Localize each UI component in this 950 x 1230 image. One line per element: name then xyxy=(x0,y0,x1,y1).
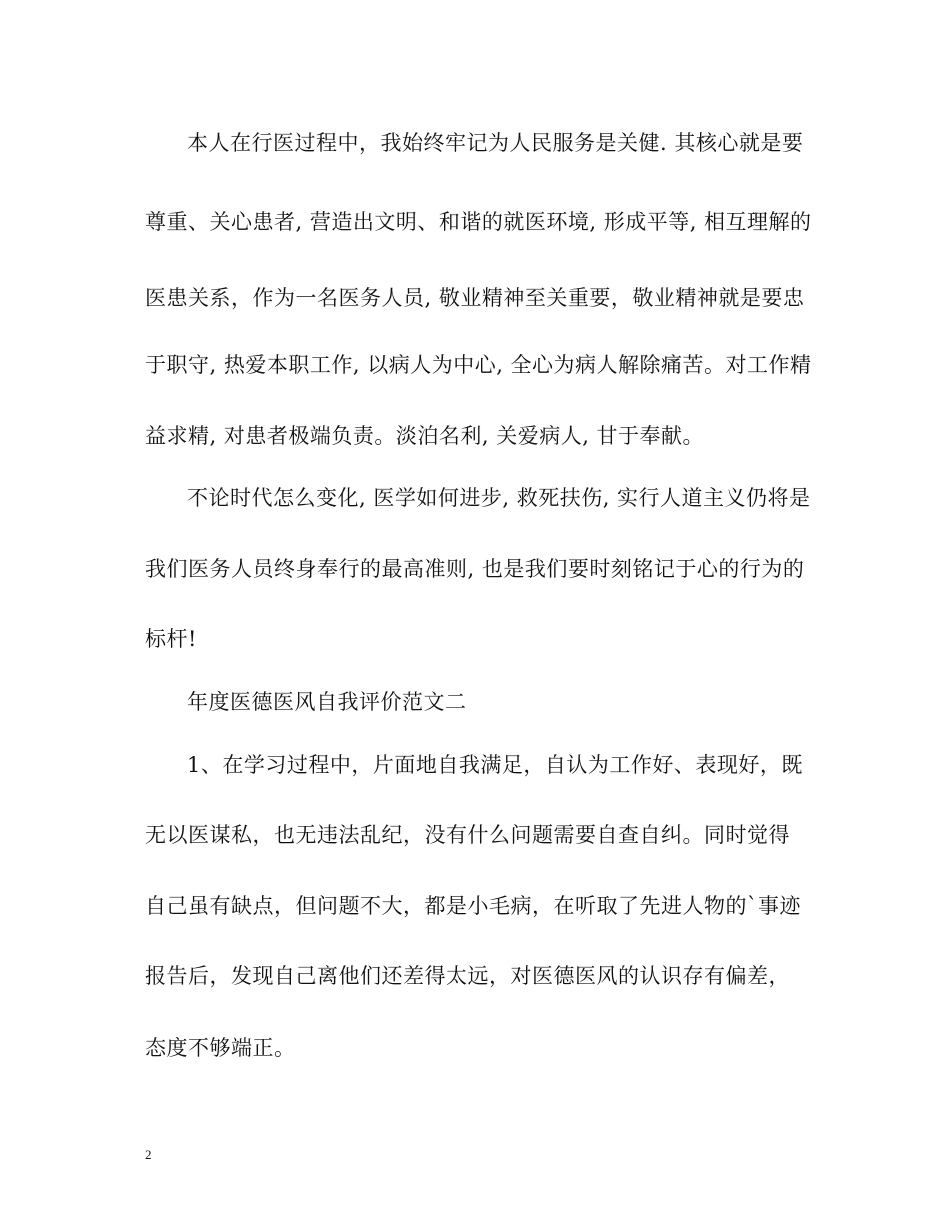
paragraph-line: 我们医务人员终身奉行的最高准则, 也是我们要时刻铭记于心的行为的 xyxy=(145,557,805,581)
paragraph-line: 医患关系，作为一名医务人员, 敬业精神至关重要，敬业精神就是要忠 xyxy=(145,286,805,310)
paragraph-line: 不论时代怎么变化, 医学如何进步, 救死扶伤, 实行人道主义仍将是 xyxy=(187,486,811,510)
paragraph-line: 无以医谋私，也无违法乱纪，没有什么问题需要自查自纠。同时觉得 xyxy=(145,823,790,847)
page-number: 2 xyxy=(145,1147,152,1162)
paragraph-line: 自己虽有缺点，但问题不大，都是小毛病，在听取了先进人物的`事迹 xyxy=(145,894,801,918)
paragraph-line: 态度不够端正。 xyxy=(145,1036,296,1060)
paragraph-line: 尊重、关心患者, 营造出文明、和谐的就医环境, 形成平等, 相互理解的 xyxy=(145,210,812,234)
paragraph-line: 报告后，发现自己离他们还差得太远，对医德医风的认识存有偏差， xyxy=(145,964,790,988)
paragraph-line: 标杆! xyxy=(145,627,197,651)
section-heading: 年度医德医风自我评价范文二 xyxy=(187,690,467,714)
paragraph-line: 1、在学习过程中，片面地自我满足，自认为工作好、表现好，既 xyxy=(187,753,803,777)
paragraph-line: 本人在行医过程中，我始终牢记为人民服务是关健. 其核心就是要 xyxy=(187,131,804,155)
paragraph-line: 于职守, 热爱本职工作, 以病人为中心, 全心为病人解除痛苦。对工作精 xyxy=(145,353,812,377)
paragraph-line: 益求精, 对患者极端负责。淡泊名利, 关爱病人, 甘于奉献。 xyxy=(145,424,705,448)
